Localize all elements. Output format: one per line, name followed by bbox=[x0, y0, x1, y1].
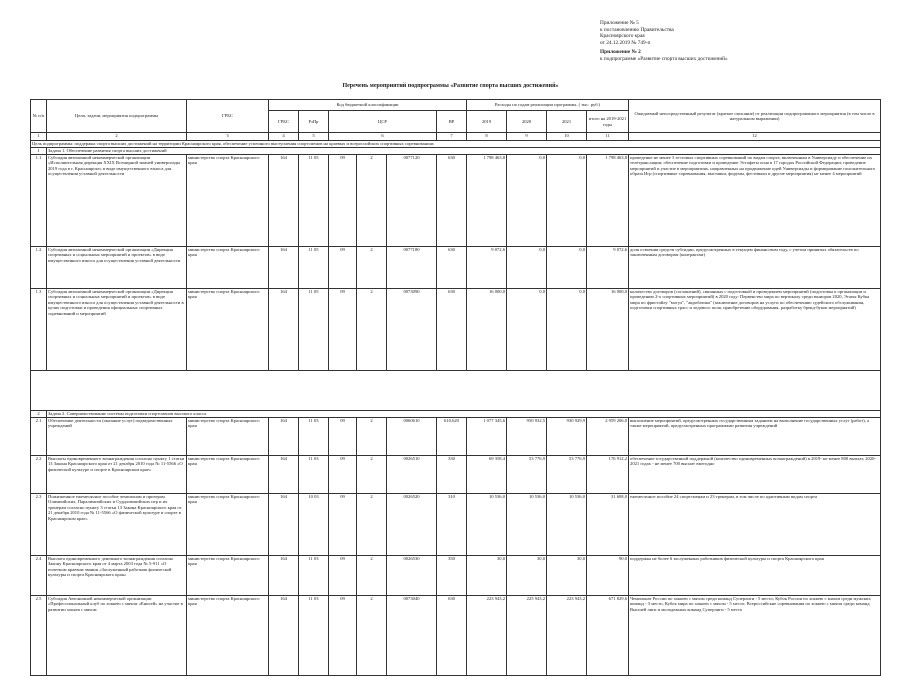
col-number: 7 bbox=[437, 133, 467, 141]
cell-total: 1 798 463,8 bbox=[587, 155, 629, 247]
col-number: 2 bbox=[47, 133, 187, 141]
cell-c3: 0073040 bbox=[387, 596, 437, 676]
cell-num: 2.1 bbox=[31, 418, 47, 456]
cell-name: Выплаты единовременного вознаграждения согласно пункту 1 статьи 13 Закона Красноярского края от 21 декабря 2010 года № 11-5566 «О физической культуре и спорте в Красноярском крае» bbox=[47, 456, 187, 494]
task-row: Задача 1. Обеспечение развития спорта высших достижений bbox=[47, 148, 881, 155]
col-header-2020: 2020 bbox=[507, 111, 547, 133]
cell-grbs: министерство спорта Красноярского края bbox=[187, 247, 269, 289]
table-row bbox=[31, 494, 881, 556]
appendix-header bbox=[600, 20, 860, 63]
cell-c1: 09 bbox=[329, 247, 357, 289]
col-header-grbs: ГРБС bbox=[187, 100, 269, 133]
cell-y2021: 930 929,9 bbox=[547, 418, 587, 456]
cell-vr: 630 bbox=[437, 247, 467, 289]
col-number: 12 bbox=[629, 133, 881, 141]
cell-y2021: 53 776,9 bbox=[547, 456, 587, 494]
cell-name: Обеспечение деятельности (оказание услуг) подведомственных учреждений bbox=[47, 418, 187, 456]
cell-c1: 09 bbox=[329, 155, 357, 247]
header-line: от 24.12.2019 № 749-п bbox=[600, 39, 651, 46]
cell-y2021: 10 536,0 bbox=[547, 494, 587, 556]
cell-c2: 2 bbox=[357, 247, 387, 289]
col-number: 8 bbox=[467, 133, 507, 141]
cell-y2020: 0,0 bbox=[507, 247, 547, 289]
col-header-total: итого на 2019-2021 годы bbox=[587, 111, 629, 133]
cell-code: 164 bbox=[269, 556, 299, 596]
cell-c3: 0060610 bbox=[387, 418, 437, 456]
col-number: 11 bbox=[587, 133, 629, 141]
cell-y2021: 0,0 bbox=[547, 289, 587, 371]
col-number: 3 bbox=[187, 133, 269, 141]
cell-c1: 09 bbox=[329, 494, 357, 556]
cell-code: 164 bbox=[269, 456, 299, 494]
table-row bbox=[31, 247, 881, 289]
cell-y2021: 223 943,2 bbox=[547, 596, 587, 676]
col-header-vr: ВР bbox=[437, 111, 467, 133]
cell-num: 1.1 bbox=[31, 155, 47, 247]
cell-c2: 2 bbox=[357, 456, 387, 494]
col-number: 5 bbox=[299, 133, 329, 141]
cell-name: Субсидия автономной некоммерческой организации «Дирекция спортивных и социальных мероприятий и проектов» в виде имущественного взноса для осуществления уставной деятельности в целях подготовки и проведения официальных спортивных соревнований и мероприятий bbox=[47, 289, 187, 371]
cell-code: 164 bbox=[269, 418, 299, 456]
col-header-rzpr: РзПр bbox=[299, 111, 329, 133]
cell-name: Выплата единовременного денежного вознаграждения согласно Закону Красноярского края от 4 марта 2003 года № 5-911 «О почетном краевом звании «Заслуженный работник физической культуры и спорта Красноярского края» bbox=[47, 556, 187, 596]
cell-vr: 630 bbox=[437, 155, 467, 247]
table-row bbox=[31, 289, 881, 371]
cell-c3: 0077120 bbox=[387, 155, 437, 247]
header-line: к постановлению Правительства bbox=[600, 26, 674, 33]
cell-grbs: министерство спорта Красноярского края bbox=[187, 494, 269, 556]
cell-grbs: министерство спорта Красноярского края bbox=[187, 556, 269, 596]
cell-y2020: 53 776,9 bbox=[507, 456, 547, 494]
cell-total: 671 829,6 bbox=[587, 596, 629, 676]
cell-rzpr: 11 03 bbox=[299, 418, 329, 456]
document-title: Перечень мероприятий подпрограммы «Развитие спорта высших достижений» bbox=[342, 83, 559, 89]
cell-grbs: министерство спорта Красноярского края bbox=[187, 289, 269, 371]
cell-c1: 09 bbox=[329, 596, 357, 676]
cell-code: 164 bbox=[269, 155, 299, 247]
cell-name: Пожизненное ежемесячное пособие чемпионам и призерам Олимпийских, Паралимпийских и Сурдлимпийских игр и их тренерам согласно пункту 3 статьи 13 Закона Красноярского края от 21 декабря 2010 года № 11-5566 «О физической культуре и спорте в Красноярском крае» bbox=[47, 494, 187, 556]
cell-y2019: 10 536,0 bbox=[467, 494, 507, 556]
cell-code: 164 bbox=[269, 494, 299, 556]
cell-vr: 630 bbox=[437, 289, 467, 371]
cell-c3: 0026510 bbox=[387, 456, 437, 494]
task1-rows bbox=[31, 155, 881, 371]
cell-result: проведение не менее 3 тестовых спортивных соревнований по видам спорта, включенным в Универсиаду и обеспечение их телетрансляции; обеспечение подготовки и проведение Эстафеты огня в 17 городах Российской Федерации; проведение мероприятий и участие в мероприятиях, направленных на продвижение идей Универсиады и формирование положительного образа Игр (спортивные соревнования, выставки, форумы, фестивали и другие мероприятия) не менее 4 мероприятий bbox=[629, 155, 881, 247]
cell-vr: 350 bbox=[437, 556, 467, 596]
cell-code: 164 bbox=[269, 596, 299, 676]
header-line: Приложение № 5 bbox=[600, 20, 639, 26]
col-header-grbs2: ГРБС bbox=[269, 111, 299, 133]
cell-num: 1.3 bbox=[31, 289, 47, 371]
cell-vr: 330 bbox=[437, 456, 467, 494]
cell-total: 16 000,0 bbox=[587, 289, 629, 371]
cell-rzpr: 11 05 bbox=[299, 247, 329, 289]
cell-y2021: 30,0 bbox=[547, 556, 587, 596]
cell-result: количество договоров (соглашений), связанных с подготовкой и проведением мероприятий (подготовка к организации и проведению 2-х спортивных мероприятий) в 2020 году: Первенство мира по вертикалу среди юниоров 2020, Этапы Кубка мира по фристайлу "могул", "акробатика" (заключение договоров на услуги по обеспечению судейского обслуживания, подготовки спортивных трасс и ледового поля, приобретение оборудования, разработку бренд-букок мероприятий) bbox=[629, 289, 881, 371]
cell-result: обеспечение государственной поддержкой (количество единовременных вознаграждений) в 2019- не менее 800 выплат, 2020-2021 годах - не менее 700 выплат ежегодно bbox=[629, 456, 881, 494]
cell-total: 90,0 bbox=[587, 556, 629, 596]
cell-code: 164 bbox=[269, 247, 299, 289]
cell-num: 2.5 bbox=[31, 596, 47, 676]
cell-rzpr: 11 05 bbox=[299, 155, 329, 247]
table-row bbox=[31, 155, 881, 247]
cell-y2020: 0,0 bbox=[507, 289, 547, 371]
cell-grbs: министерство спорта Красноярского края bbox=[187, 155, 269, 247]
cell-rzpr: 11 03 bbox=[299, 456, 329, 494]
table-row bbox=[31, 418, 881, 456]
cell-code: 164 bbox=[269, 289, 299, 371]
cell-c1: 09 bbox=[329, 456, 357, 494]
cell-c2: 2 bbox=[357, 556, 387, 596]
cell-c2: 2 bbox=[357, 494, 387, 556]
cell-y2020: 10 536,0 bbox=[507, 494, 547, 556]
cell-c2: 2 bbox=[357, 155, 387, 247]
cell-num: 2.2 bbox=[31, 456, 47, 494]
cell-grbs: министерство спорта Красноярского края bbox=[187, 418, 269, 456]
measures-table bbox=[30, 99, 881, 676]
cell-num: 2.4 bbox=[31, 556, 47, 596]
cell-y2019: 223 943,2 bbox=[467, 596, 507, 676]
col-header-2021: 2021 bbox=[547, 111, 587, 133]
cell-y2021: 0,0 bbox=[547, 247, 587, 289]
cell-y2020: 30,0 bbox=[507, 556, 547, 596]
col-number: 10 bbox=[547, 133, 587, 141]
cell-name: Субсидия автономной некоммерческой организации «Дирекция спортивных и социальных мероприятий и проектов» в виде имущественного взноса для осуществления уставной деятельности bbox=[47, 247, 187, 289]
cell-vr: 630 bbox=[437, 596, 467, 676]
cell-c3: 0026520 bbox=[387, 494, 437, 556]
cell-y2019: 16 000,0 bbox=[467, 289, 507, 371]
col-header-name: Цели, задачи, мероприятия подпрограммы bbox=[47, 100, 187, 133]
col-header-csr: ЦСР bbox=[329, 111, 437, 133]
cell-vr: 610,620 bbox=[437, 418, 467, 456]
task-num: 2 bbox=[31, 411, 47, 418]
header-line: Приложение № 2 bbox=[600, 49, 641, 56]
cell-c3: 0026530 bbox=[387, 556, 437, 596]
goal-row: Цель подпрограммы: поддержка спорта высших достижений на территории Красноярского края, обеспечение успешного выступления спортсменов на краевых и всероссийских спортивных соревнованиях bbox=[31, 141, 881, 148]
cell-c3: 0077180 bbox=[387, 247, 437, 289]
cell-c1: 09 bbox=[329, 289, 357, 371]
col-header-result: Ожидаемый непосредственный результат (краткое описание) от реализации подпрограммного мероприятия (в том числе в натуральном выражении) bbox=[629, 100, 881, 133]
cell-rzpr: 11 03 bbox=[299, 596, 329, 676]
cell-rzpr: 11 05 bbox=[299, 289, 329, 371]
cell-vr: 310 bbox=[437, 494, 467, 556]
cell-total: 176 912,2 bbox=[587, 456, 629, 494]
cell-result: выполнение мероприятий, предусмотренных государственным заданием на выполнение государственных услуг (работ), а также мероприятий, предусмотренных программами развития учреждений bbox=[629, 418, 881, 456]
col-header-budget-code: Код бюджетной классификации bbox=[269, 100, 467, 111]
cell-rzpr: 11 03 bbox=[299, 556, 329, 596]
cell-total: 2 959 206,0 bbox=[587, 418, 629, 456]
task-num: 1 bbox=[31, 148, 47, 155]
cell-result: доля освоения средств субсидии, предусмотренных в текущем финансовом году, с учетом принятых обязательств по заключенным договорам (контрактам) bbox=[629, 247, 881, 289]
col-header-expenses: Расходы по годам реализации программы, ( тыс. руб.) bbox=[467, 100, 629, 111]
cell-y2021: 0,0 bbox=[547, 155, 587, 247]
cell-y2020: 0,0 bbox=[507, 155, 547, 247]
cell-c2: 2 bbox=[357, 289, 387, 371]
col-number: 9 bbox=[507, 133, 547, 141]
cell-y2019: 9 072,6 bbox=[467, 247, 507, 289]
cell-name: Субсидия Автономной некоммерческой организации «Профессиональный клуб по хоккею с мячом «Енисей» на участие в развитии хоккея с мячом bbox=[47, 596, 187, 676]
cell-result: Чемпионат России по хоккею с мячом среди команд Суперлиги - 5 место; Кубок России по хоккею с мячом среди мужских команд - 3 место, Кубок мира по хоккею с мячом - 5 место; Всероссийские соревнования по хоккею с мячом среди команд Высшей лиги и молодежных команд Суперлиги - 5 место bbox=[629, 596, 881, 676]
col-number: 1 bbox=[31, 133, 47, 141]
spacer-row bbox=[31, 371, 881, 411]
header-line: к подпрограмме «Развитие спорта высших достижений» bbox=[600, 55, 728, 62]
cell-y2020: 950 932,5 bbox=[507, 418, 547, 456]
cell-y2019: 30,0 bbox=[467, 556, 507, 596]
cell-c2: 2 bbox=[357, 596, 387, 676]
cell-c2: 2 bbox=[357, 418, 387, 456]
cell-c1: 09 bbox=[329, 556, 357, 596]
task-row: Задача 2. Совершенствование системы подготовки спортсменов высокого класса bbox=[47, 411, 881, 418]
table-row bbox=[31, 596, 881, 676]
cell-total: 9 072,6 bbox=[587, 247, 629, 289]
table-row bbox=[31, 456, 881, 494]
col-header-2019: 2019 bbox=[467, 111, 507, 133]
col-number: 4 bbox=[269, 133, 299, 141]
cell-c3: 0073090 bbox=[387, 289, 437, 371]
cell-total: 31 608,0 bbox=[587, 494, 629, 556]
cell-y2019: 1 077 345,6 bbox=[467, 418, 507, 456]
cell-grbs: министерство спорта Красноярского края bbox=[187, 456, 269, 494]
cell-c1: 09 bbox=[329, 418, 357, 456]
header-line: Красноярского края bbox=[600, 33, 645, 40]
cell-grbs: министерство спорта Красноярского края bbox=[187, 596, 269, 676]
cell-num: 2.3 bbox=[31, 494, 47, 556]
col-header-num: № п/п bbox=[31, 100, 47, 133]
cell-num: 1.2 bbox=[31, 247, 47, 289]
cell-y2020: 225 943,2 bbox=[507, 596, 547, 676]
cell-y2019: 1 798 463,8 bbox=[467, 155, 507, 247]
cell-y2019: 69 358,4 bbox=[467, 456, 507, 494]
cell-result: ежемесячное пособие 24 спортсменам и 23 тренерам, в том числе по адаптивным видам спорта bbox=[629, 494, 881, 556]
cell-result: поддержка не более 6 заслуженных работников физической культуры и спорта Красноярского края bbox=[629, 556, 881, 596]
col-number: 6 bbox=[329, 133, 437, 141]
cell-rzpr: 10 03 bbox=[299, 494, 329, 556]
cell-name: Субсидия автономной некоммерческой организации «Исполнительная дирекция XXIX Всемирной зимней универсиады 2019 года в г. Красноярске» в виде имущественного взноса для осуществления уставной деятельности bbox=[47, 155, 187, 247]
table-row bbox=[31, 556, 881, 596]
task2-rows bbox=[31, 418, 881, 676]
